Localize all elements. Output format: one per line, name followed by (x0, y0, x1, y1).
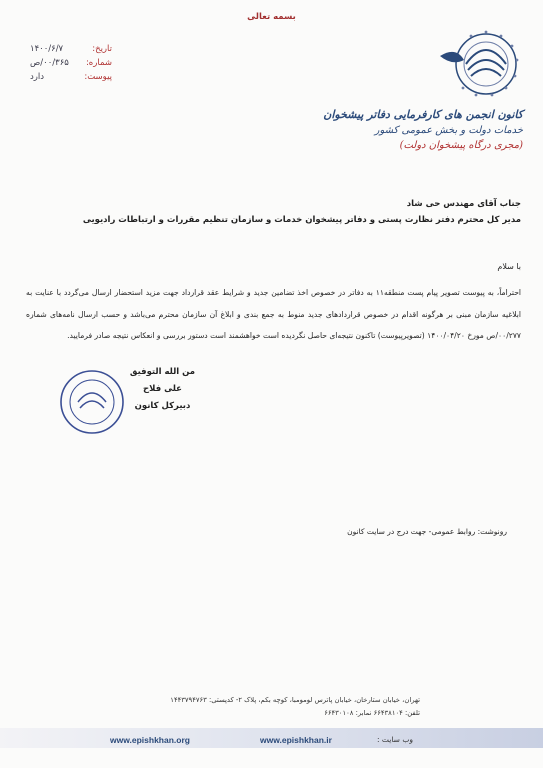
org-name-line1: کانون انجمن های کارفرمایی دفاتر پیشخوان (323, 108, 523, 121)
recipient-title: مدیر کل محترم دفتر نظارت پستی و دفاتر پیشخوان خدمات و سازمان تنظیم مقررات و ارتباطات رادیویی (82, 215, 521, 225)
meta-date-row (30, 42, 112, 56)
signature-title: دبیرکل کانون (134, 401, 191, 411)
date-label: تاریخ: (92, 44, 112, 54)
cc-line: رونوشت: روابط عمومی- جهت درج در سایت کانون (347, 527, 507, 536)
signature-line1: من الله التوفیق (129, 367, 196, 377)
stamp-icon (58, 368, 126, 436)
greeting: با سلام (497, 262, 521, 271)
org-name-line2: خدمات دولت و بخش عمومی کشور (374, 125, 523, 136)
attachment-label: پیوست: (84, 72, 112, 82)
recipient-name: جناب آقای مهندس حی شاد (406, 199, 521, 209)
footer-address-block (120, 694, 420, 720)
website-link-ir[interactable]: www.epishkhan.ir (260, 735, 332, 745)
signature-block (120, 364, 205, 415)
meta-attachment-row (30, 70, 112, 84)
org-name-line3: (مجری درگاه پیشخوان دولت) (399, 140, 523, 151)
date-value: ۱۴۰۰/۶/۷ (30, 44, 64, 54)
footer-phones: تلفن: ۶۶۴۳۸۱۰۴ نمابر: ۶۶۴۳۰۱۰۸ (324, 709, 420, 717)
meta-number-row (30, 56, 112, 70)
letter-meta (30, 42, 112, 84)
letter-body: احتراماً، به پیوست تصویر پیام پست منطقه۱۱ به دفاتر در خصوص اخذ تضامین جدید و شرایط عقد قرارداد جهت مزید استحضار ارسال می‌گردد با عنایت به ابلاغیه سازمان مبنی بر هرگونه اقدام در خصوص قراردادهای جدید منوط به جمع بندی و ابلاغ آن سازمان محترم می‌باشد و حسب ارسال نامه‌های شماره ۰۰/۲۷۷/ص مورخ ۱۴۰۰/۰۴/۲۰ (تصویرپیوست) تاکنون نتیجه‌ای حاصل نگردیده است خواهشمند است دستور بررسی و انعکاس نتیجه صادر فرمایید. (26, 288, 521, 340)
organization-name (323, 108, 523, 151)
attachment-value: دارد (30, 72, 45, 82)
letter-heading: بسمه تعالی (247, 12, 296, 22)
signature-name: علی فلاح (143, 384, 182, 394)
footer-address: تهران، خیابان ستارخان، خیابان پاترس لومومبا، کوچه بکم، پلاک ۲- کدپستی: ۱۴۴۳۷۹۴۷۶۳ (170, 696, 420, 704)
organization-logo-icon (426, 26, 521, 108)
website-label: وب سایت : (377, 735, 413, 744)
number-label: شماره: (85, 58, 112, 68)
recipient-block (61, 196, 521, 228)
number-value: ۰۰/۳۶۵/ص (30, 58, 69, 68)
website-link-org[interactable]: www.epishkhan.org (110, 735, 190, 745)
